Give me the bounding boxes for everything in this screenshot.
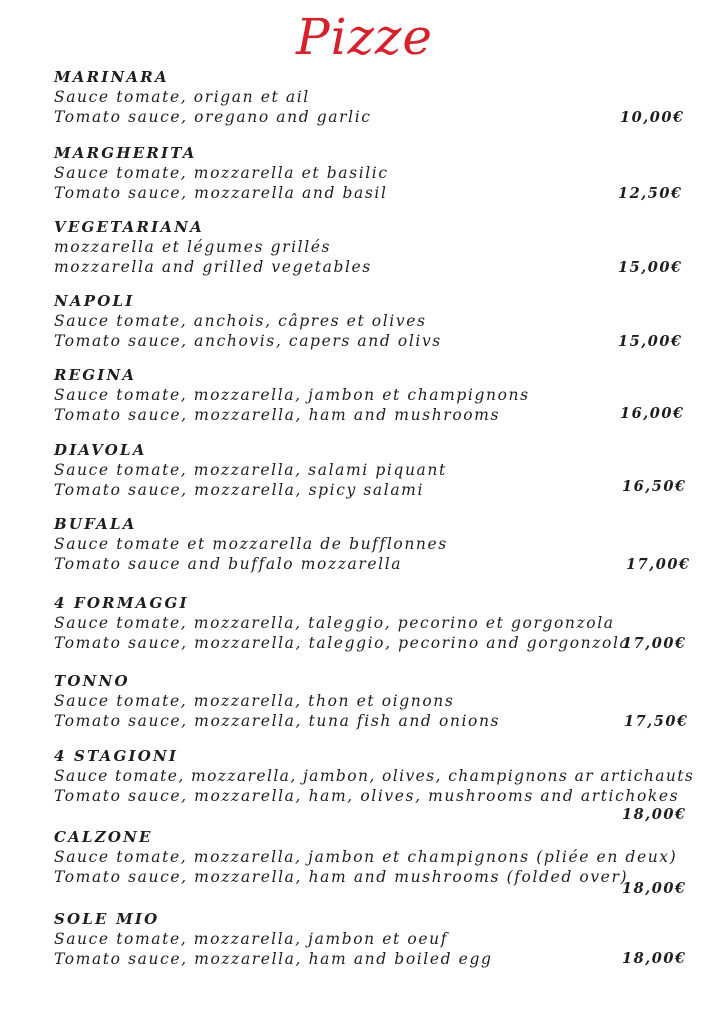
menu-item-napoli <box>54 292 694 351</box>
item-description-fr: Sauce tomate, origan et ail <box>54 88 310 106</box>
item-price: 16,00€ <box>620 405 685 422</box>
item-description-en: Tomato sauce, mozzarella, ham, olives, mushrooms and artichokes <box>54 787 680 805</box>
item-description-fr: Sauce tomate, mozzarella, taleggio, pecorino et gorgonzola <box>54 614 615 632</box>
item-price: 18,00€ <box>622 806 687 823</box>
item-description-en: Tomato sauce, mozzarella, ham and mushrooms (folded over) <box>54 868 629 886</box>
item-description-en: Tomato sauce, oregano and garlic <box>54 108 372 126</box>
item-price: 17,00€ <box>622 635 687 652</box>
menu-item-tonno <box>54 672 694 731</box>
item-name: DIAVOLA <box>54 441 147 459</box>
item-description-fr: Sauce tomate, mozzarella, thon et oignons <box>54 692 455 710</box>
item-description-en: Tomato sauce, mozzarella, ham and mushrooms <box>54 406 501 424</box>
item-description-en: Tomato sauce, mozzarella, ham and boiled egg <box>54 950 493 968</box>
item-name: CALZONE <box>54 828 153 846</box>
item-price: 17,00€ <box>626 556 691 573</box>
item-name: MARGHERITA <box>54 144 197 162</box>
item-name: TONNO <box>54 672 130 690</box>
menu-item-marinara <box>54 68 694 127</box>
item-description-en: Tomato sauce, mozzarella, tuna fish and onions <box>54 712 501 730</box>
item-description-fr: Sauce tomate et mozzarella de bufflonnes <box>54 535 448 553</box>
item-description-en: Tomato sauce, anchovis, capers and olivs <box>54 332 442 350</box>
item-description-en: Tomato sauce, mozzarella, taleggio, pecorino and gorgonzola <box>54 634 631 652</box>
menu-title: Pizze <box>296 8 433 66</box>
menu-item-vegetariana <box>54 218 694 277</box>
item-name: 4 STAGIONI <box>54 747 179 765</box>
item-name: SOLE MIO <box>54 910 160 928</box>
item-price: 18,00€ <box>622 950 687 967</box>
item-description-en: mozzarella and grilled vegetables <box>54 258 372 276</box>
item-description-fr: Sauce tomate, anchois, câpres et olives <box>54 312 427 330</box>
item-description-en: Tomato sauce, mozzarella and basil <box>54 184 388 202</box>
item-name: NAPOLI <box>54 292 135 310</box>
item-name: MARINARA <box>54 68 169 86</box>
item-description-fr: Sauce tomate, mozzarella, jambon, olives, champignons ar artichauts <box>54 767 695 785</box>
item-description-en: Tomato sauce and buffalo mozzarella <box>54 555 403 573</box>
item-price: 17,50€ <box>624 713 689 730</box>
menu-item-margherita <box>54 144 694 203</box>
item-price: 15,00€ <box>618 333 683 350</box>
menu-item-bufala <box>54 515 694 574</box>
item-price: 16,50€ <box>622 478 687 495</box>
item-description-en: Tomato sauce, mozzarella, spicy salami <box>54 481 425 499</box>
item-price: 12,50€ <box>618 185 683 202</box>
menu-item-4-formaggi <box>54 594 694 653</box>
item-description-fr: Sauce tomate, mozzarella et basilic <box>54 164 389 182</box>
item-price: 18,00€ <box>622 880 687 897</box>
menu-item-4-stagioni <box>54 747 695 823</box>
item-name: VEGETARIANA <box>54 218 204 236</box>
menu-item-diavola <box>54 441 694 500</box>
menu-item-regina <box>54 366 694 425</box>
item-name: REGINA <box>54 366 137 384</box>
menu-item-calzone <box>54 828 694 897</box>
item-description-fr: Sauce tomate, mozzarella, salami piquant <box>54 461 447 479</box>
item-description-fr: mozzarella et légumes grillés <box>54 238 332 256</box>
item-price: 10,00€ <box>620 109 685 126</box>
item-name: 4 FORMAGGI <box>54 594 189 612</box>
menu-item-sole-mio <box>54 910 694 969</box>
item-description-fr: Sauce tomate, mozzarella, jambon et champignons <box>54 386 530 404</box>
item-price: 15,00€ <box>618 259 683 276</box>
item-description-fr: Sauce tomate, mozzarella, jambon et oeuf <box>54 930 449 948</box>
item-name: BUFALA <box>54 515 137 533</box>
item-description-fr: Sauce tomate, mozzarella, jambon et champignons (pliée en deux) <box>54 848 678 866</box>
